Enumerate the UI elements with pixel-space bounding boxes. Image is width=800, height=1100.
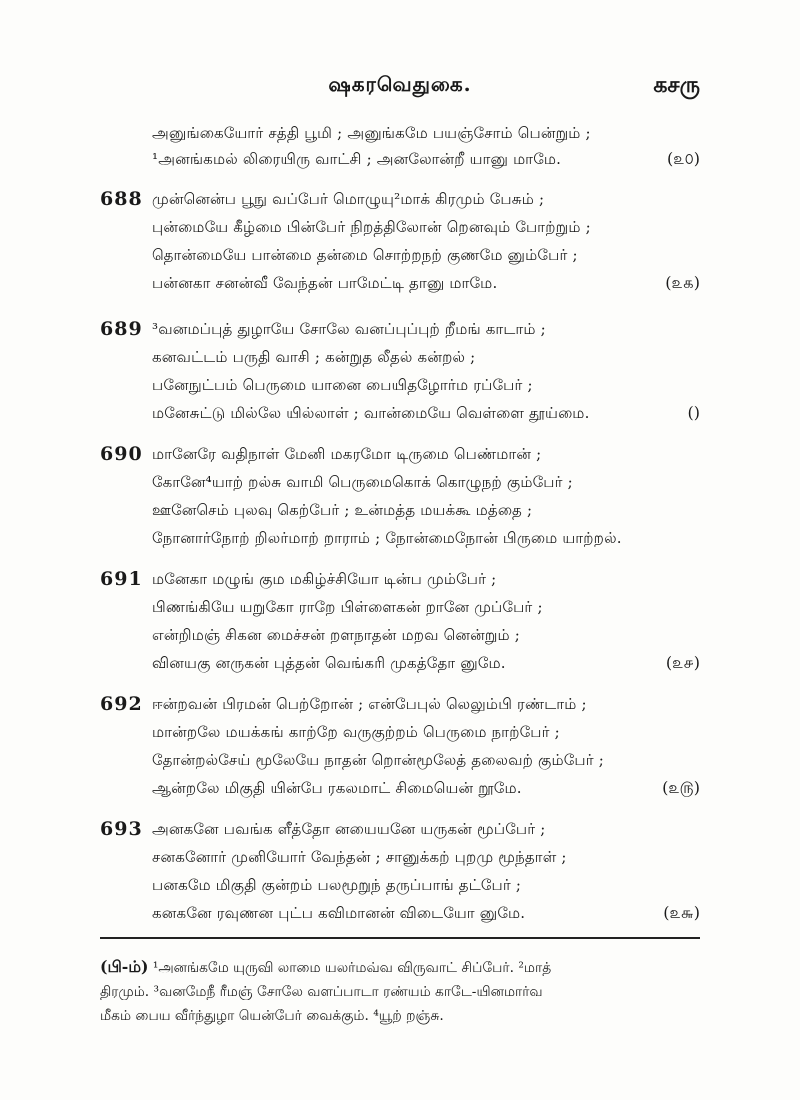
verse-number: (௨௫) [662, 778, 700, 797]
verse-line-text: பன்னகா சனன்வீ வேந்தன் பாமேட்டி தானு மாமே. [152, 274, 498, 292]
verse-line-text: கனகனே ரவுணன புட்ப கவிமானன் விடையோ னுமே. [152, 904, 526, 922]
verse-line-text: ³வனமப்புத் துழாயே சோலே வனப்புப்புற் றீமங் காடாம் ; [152, 320, 546, 338]
verse-line [152, 904, 700, 924]
verse-line-text: மானேரே வதிநாள் மேனி மகரமோ டிருமை பெண்மான் ; [152, 445, 542, 463]
verse-number: (௨௧) [665, 273, 700, 292]
verse-line [152, 570, 700, 590]
footnote-label: (பி-ம்) [100, 957, 149, 976]
stanza-number: 692 [100, 693, 143, 715]
verse-line-text: ஊனேசெம் புலவு கெற்பேர் ; உன்மத்த மயக்கூ மத்தை ; [152, 501, 533, 519]
verse-line [152, 848, 700, 868]
verse-line-text: அனகனே பவங்க ளீத்தோ னயையனே யருகன் மூப்பேர் ; [152, 820, 546, 838]
stanza [100, 693, 700, 803]
footnote-line: மீகம் பைய வீர்ந்துழா யென்பேர் வைக்கும். ⁴யூற் றஞ்சு. [100, 1008, 444, 1024]
verse-line [152, 376, 700, 396]
verse-line-text: பிணங்கியே யறுகோ ராறே பிள்ளைகன் றானே முப்பேர் ; [152, 598, 543, 616]
verse-line-text: வினயகு னருகன் புத்தன் வெங்கரி முகத்தோ னுமே. [152, 654, 506, 672]
verse-line-text: மனேசுட்டு மில்லே யில்லாள் ; வான்மையே வெள்ளை தூய்மை. [152, 404, 590, 422]
verse-line [152, 246, 700, 266]
stanza [100, 188, 700, 298]
verse-line [152, 723, 700, 743]
verse-line [152, 190, 700, 210]
verse-line [152, 348, 700, 368]
verse-line-text: மான்றலே மயக்கங் காற்றே வருகுற்றம் பெருமை நாற்பேர் ; [152, 723, 560, 741]
verse-line-text: கனவட்டம் பருதி வாசி ; கன்றுத லீதல் கன்றல் ; [152, 348, 476, 366]
verse-number: () [687, 403, 700, 422]
footnotes [100, 955, 710, 1028]
verse-line-text: மனேகா மழுங் கும மகிழ்ச்சியோ டின்ப மும்பேர் ; [152, 570, 497, 588]
verse-line-text: பனகமே மிகுதி குன்றம் பலமூறுந் தருப்பாங் தட்பேர் ; [152, 876, 522, 894]
verse-line-text: முன்னென்ப பூநு வப்பேர் மொழுயு²மாக் கிரமும் பேசும் ; [152, 190, 545, 208]
verse-line-text: தொன்மையே பான்மை தன்மை சொற்றநற் குணமே னும்பேர் ; [152, 246, 578, 264]
verse-number: (௨௬) [663, 903, 700, 922]
verse-line [152, 626, 700, 646]
verse-line-text: தோன்றல்சேய் மூலேயே நாதன் றொன்மூலேத் தலைவற் கும்பேர் ; [152, 751, 605, 769]
verse-line-text: என்றிமஞ் சிகன மைச்சன் றளநாதன் மறவ னென்றும் ; [152, 626, 521, 644]
verse-line [152, 779, 700, 799]
verse-line [152, 218, 700, 238]
verse-line [152, 445, 700, 465]
stanza [100, 568, 700, 678]
verse-line-text: பனேநுட்பம் பெருமை யானை பையிதழோர்ம ரப்பேர் ; [152, 376, 533, 394]
stanza [100, 443, 700, 553]
verse-line-text: புன்மையே கீழ்மை பின்பேர் நிறத்திலோன் றெனவும் போற்றும் ; [152, 218, 591, 236]
verse-line [152, 124, 700, 144]
verse-line [152, 654, 700, 674]
verse-line-text: அனுங்கையோர் சத்தி பூமி ; அனுங்கமே பயஞ்சோம் பென்றும் ; [152, 124, 591, 142]
stanza-number: 689 [100, 318, 143, 340]
stanza [100, 318, 700, 428]
page-number: கசரு [653, 72, 700, 98]
verse-line [152, 150, 700, 170]
verse-line [152, 320, 700, 340]
footnote-line [100, 955, 700, 980]
verse-line [152, 473, 700, 493]
verse-line-text: ¹அனங்கமல் லிரையிரு வாட்சி ; அனலோன்றீ யானு மாமே. [152, 150, 562, 168]
verse-number: (௨௦) [667, 149, 700, 168]
verse-line [152, 695, 700, 715]
stanza-number: 693 [100, 818, 143, 840]
verse-line [152, 274, 700, 294]
stanza-number: 688 [100, 188, 143, 210]
stanza [100, 818, 700, 928]
footnote-text: ¹அனங்கமே யுருவி லாமை யலர்மவ்வ விருவாட் சிப்பேர். ²மாத் [152, 960, 552, 976]
page-title: ஷகரவெதுகை. [328, 72, 472, 96]
stanza-number: 690 [100, 443, 143, 465]
verse-line-text: ஆன்றலே மிகுதி யின்பே ரகலமாட் சிமையென் றூமே. [152, 779, 522, 797]
verse-line [152, 751, 700, 771]
footnote-line: திரமும். ³வனமேநீ ரீமஞ் சோலே வளப்பாடா ரண்யம் காடே-யினமார்வ [100, 984, 543, 1000]
footnote-divider [100, 937, 700, 939]
verse-line-text: நோனார்நோற் றிலர்மாற் றாராம் ; நோன்மைநோன் பிருமை யாற்றல். [152, 529, 622, 547]
verse-line [152, 820, 700, 840]
verse-number: (௨௪) [665, 653, 700, 672]
verse-line [152, 529, 700, 549]
verse-line [152, 598, 700, 618]
verse-line-text: ஈன்றவன் பிரமன் பெற்றோன் ; என்பேபுல் லெலும்பி ரண்டாம் ; [152, 695, 587, 713]
verse-line-text: கோனே⁴யாற் றல்சு வாமி பெருமைகொக் கொழுநற் கும்பேர் ; [152, 473, 573, 491]
verse-line [152, 501, 700, 521]
intro-stanza [100, 122, 700, 182]
stanza-number: 691 [100, 568, 143, 590]
verse-line-text: சனகனோர் முனியோர் வேந்தன் ; சானுக்கற் புறமு மூந்தாள் ; [152, 848, 567, 866]
verse-line [152, 404, 700, 424]
verse-line [152, 876, 700, 896]
